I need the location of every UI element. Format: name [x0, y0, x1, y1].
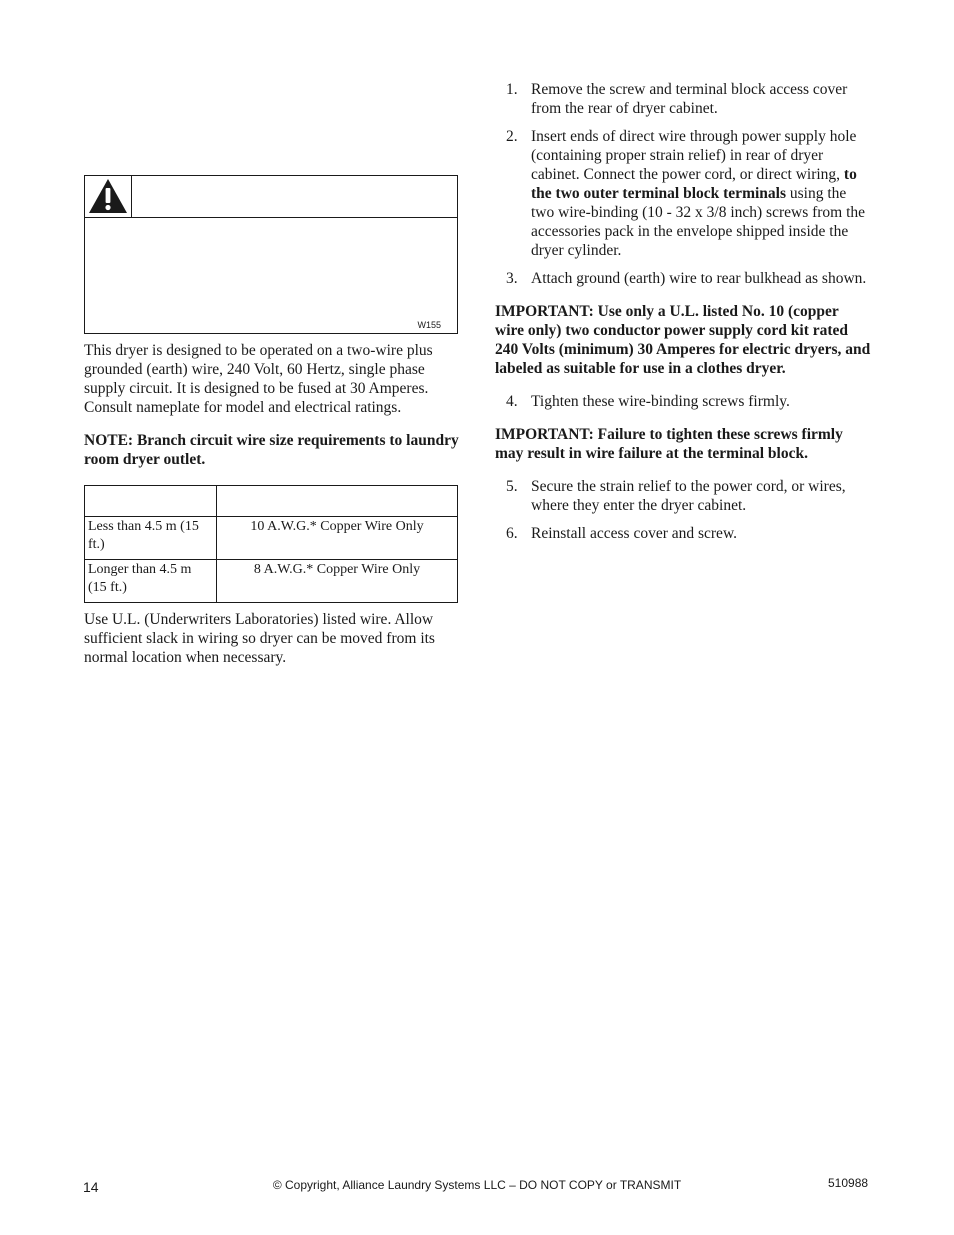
- table-header-cell: [85, 486, 217, 517]
- steps-list-c: [495, 477, 871, 543]
- wire-cell: 8 A.W.G.* Copper Wire Only: [217, 560, 458, 603]
- step-number: 3.: [506, 270, 518, 287]
- steps-list-a: [495, 80, 871, 288]
- warning-triangle-icon: [88, 178, 128, 214]
- copyright-notice: © Copyright, Alliance Laundry Systems LLC – DO NOT COPY or TRANSMIT: [272, 1178, 682, 1192]
- step-3: [495, 269, 871, 288]
- step-5: [495, 477, 871, 515]
- step-number: 2.: [506, 128, 518, 145]
- step-4: [495, 392, 871, 411]
- step-text-bold: to the two outer terminal block terminals: [531, 166, 857, 202]
- left-column: [84, 175, 462, 667]
- branch-circuit-note: NOTE: Branch circuit wire size requirements to laundry room dryer outlet.: [84, 432, 459, 468]
- important-cord-note: IMPORTANT: Use only a U.L. listed No. 10 (copper wire only) two conductor power supply cord kit rated 240 Volts (minimum) 30 Amperes for electric dryers, and labeled as suitable for use in a clothes dryer.: [495, 303, 871, 377]
- wire-paragraph: Use U.L. (Underwriters Laboratories) listed wire. Allow sufficient slack in wiring so dryer can be moved from its normal location when necessary.: [84, 611, 435, 666]
- warning-box: [84, 175, 458, 334]
- step-text: using the two wire-binding (10 - 32 x 3/8 inch) screws from the accessories pack in the envelope shipped inside the dryer cylinder.: [531, 185, 866, 259]
- step-text: Reinstall access cover and screw.: [531, 525, 738, 542]
- table-row: [85, 560, 458, 603]
- step-text: Tighten these wire-binding screws firmly.: [531, 393, 790, 410]
- step-number: 4.: [506, 393, 518, 410]
- page-number: 14: [83, 1179, 99, 1195]
- figure-code: W155: [417, 320, 441, 330]
- table-header-cell: [217, 486, 458, 517]
- step-text: Remove the screw and terminal block access cover from the rear of dryer cabinet.: [531, 81, 848, 117]
- table-row: [85, 517, 458, 560]
- step-2: [495, 127, 871, 260]
- step-1: [495, 80, 871, 118]
- steps-list-b: [495, 392, 871, 411]
- step-6: [495, 524, 871, 543]
- supply-circuit-paragraph: This dryer is designed to be operated on a two-wire plus grounded (earth) wire, 240 Volt, 60 Hertz, single phase supply circuit. It is designed to be fused at 30 Amperes. Consult nameplate for model and electrical ratings.: [84, 342, 433, 416]
- wire-size-table: [84, 485, 458, 603]
- warning-icon-cell: [85, 176, 132, 217]
- step-text: Insert ends of direct wire through power supply hole (containing proper strain relief) in rear of dryer cabinet. Connect the power cord, or direct wiring,: [531, 128, 857, 183]
- step-number: 5.: [506, 478, 518, 495]
- table-header-row: [85, 486, 458, 517]
- document-number: 510988: [828, 1176, 869, 1190]
- length-cell: Less than 4.5 m (15 ft.): [85, 517, 217, 560]
- right-column: [495, 80, 871, 552]
- wire-cell: 10 A.W.G.* Copper Wire Only: [217, 517, 458, 560]
- step-text: Attach ground (earth) wire to rear bulkhead as shown.: [531, 270, 867, 287]
- important-screws-note: IMPORTANT: Failure to tighten these screws firmly may result in wire failure at the terminal block.: [495, 426, 843, 462]
- warning-header: [85, 176, 457, 218]
- step-number: 6.: [506, 525, 518, 542]
- length-cell: Longer than 4.5 m (15 ft.): [85, 560, 217, 603]
- step-text: Secure the strain relief to the power cord, or wires, where they enter the dryer cabinet.: [531, 478, 846, 514]
- step-number: 1.: [506, 81, 518, 98]
